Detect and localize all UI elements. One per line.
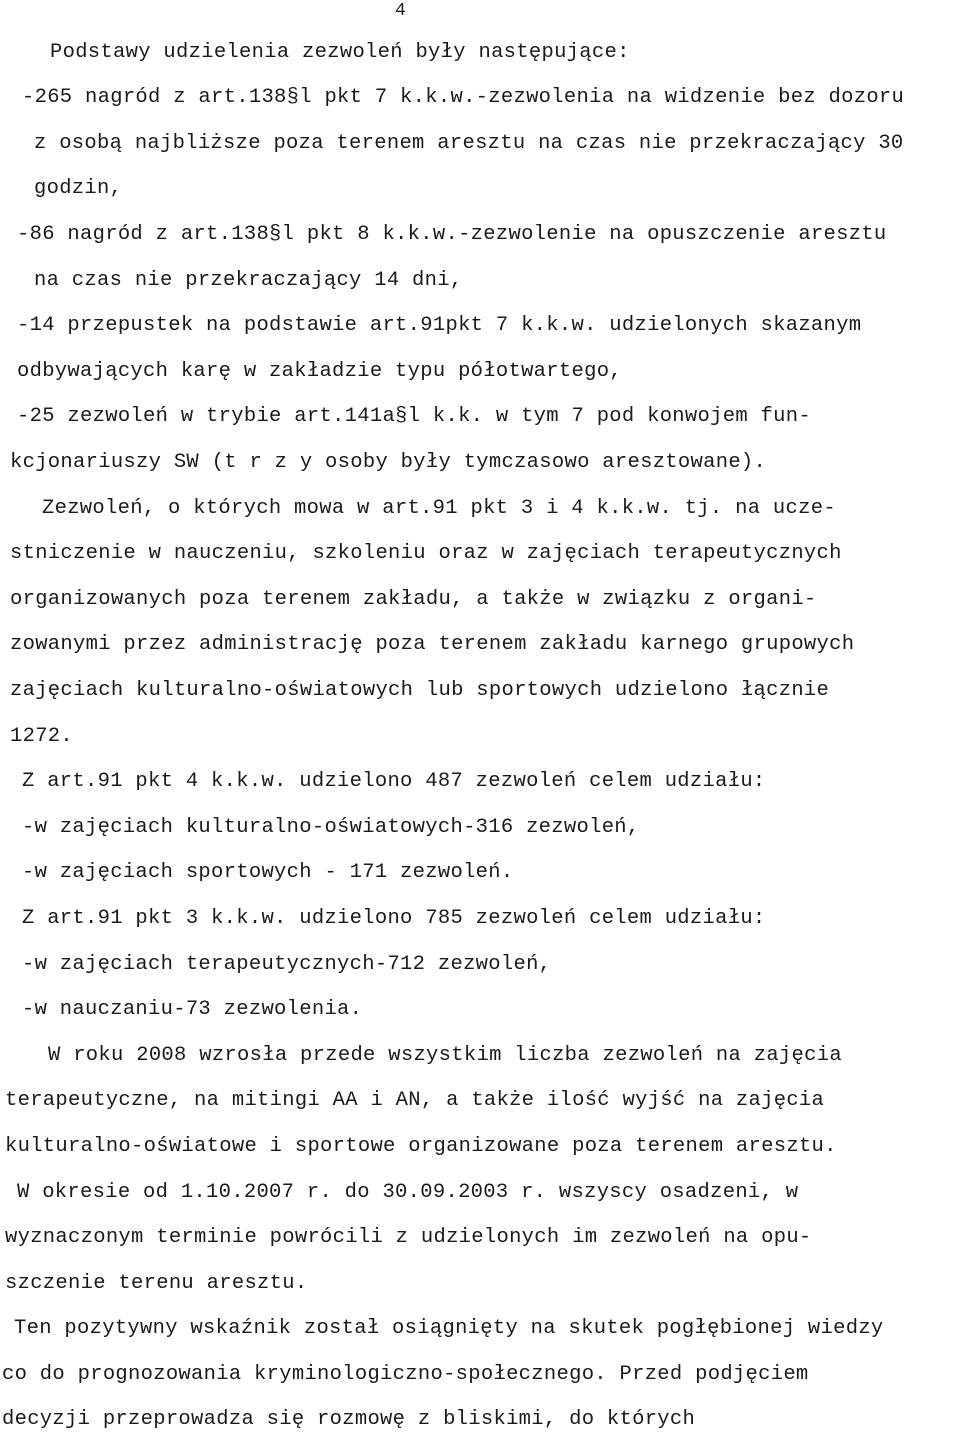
text-line: -w zajęciach terapeutycznych-712 zezwoleń, xyxy=(22,953,552,976)
text-line: wyznaczonym terminie powrócili z udzielonych im zezwoleń na opu- xyxy=(5,1226,812,1249)
text-line: -w nauczaniu-73 zezwolenia. xyxy=(22,998,363,1021)
text-line: z osobą najbliższe poza terenem aresztu na czas nie przekraczający 30 xyxy=(34,132,904,155)
text-line: W roku 2008 wzrosła przede wszystkim liczba zezwoleń na zajęcia xyxy=(48,1044,842,1067)
text-line: 1272. xyxy=(10,725,74,748)
text-line: W okresie od 1.10.2007 r. do 30.09.2003 r. wszyscy osadzeni, w xyxy=(17,1181,799,1204)
text-line: Podstawy udzielenia zezwoleń były następujące: xyxy=(50,41,630,64)
text-line: Z art.91 pkt 3 k.k.w. udzielono 785 zezwoleń celem udziału: xyxy=(22,907,766,930)
text-line: kulturalno-oświatowe i sportowe organizowane poza terenem aresztu. xyxy=(5,1135,837,1158)
text-line: zowanymi przez administrację poza terenem zakładu karnego grupowych xyxy=(10,633,855,656)
text-line: Ten pozytywny wskaźnik został osiągnięty na skutek pogłębionej wiedzy xyxy=(14,1317,884,1340)
text-line: Z art.91 pkt 4 k.k.w. udzielono 487 zezwoleń celem udziału: xyxy=(22,770,766,793)
text-line: -14 przepustek na podstawie art.91pkt 7 k.k.w. udzielonych skazanym xyxy=(17,314,862,337)
text-line: kcjonariuszy SW (t r z y osoby były tymczasowo aresztowane). xyxy=(10,451,767,474)
text-line: organizowanych poza terenem zakładu, a także w związku z organi- xyxy=(10,588,817,611)
page-number: 4 xyxy=(395,1,407,21)
text-line: stniczenie w nauczeniu, szkoleniu oraz w zajęciach terapeutycznych xyxy=(10,542,842,565)
text-line: odbywających karę w zakładzie typu półotwartego, xyxy=(17,360,622,383)
text-line: co do prognozowania kryminologiczno-społecznego. Przed podjęciem xyxy=(2,1363,809,1386)
text-line: szczenie terenu aresztu. xyxy=(5,1272,308,1295)
text-line: terapeutyczne, na mitingi AA i AN, a także ilość wyjść na zajęcia xyxy=(5,1089,825,1112)
text-line: decyzji przeprowadza się rozmowę z bliskimi, do których xyxy=(2,1408,696,1431)
text-line: na czas nie przekraczający 14 dni, xyxy=(34,269,463,292)
text-line: -25 zezwoleń w trybie art.141a§l k.k. w tym 7 pod konwojem fun- xyxy=(17,405,811,428)
text-line: -86 nagród z art.138§l pkt 8 k.k.w.-zezwolenie na opuszczenie aresztu xyxy=(17,223,887,246)
text-line: zajęciach kulturalno-oświatowych lub sportowych udzielono łącznie xyxy=(10,679,830,702)
text-line: -w zajęciach sportowych - 171 zezwoleń. xyxy=(22,861,514,884)
text-line: -265 nagród z art.138§l pkt 7 k.k.w.-zezwolenia na widzenie bez dozoru xyxy=(22,86,905,109)
text-line: Zezwoleń, o których mowa w art.91 pkt 3 i 4 k.k.w. tj. na ucze- xyxy=(42,497,836,520)
text-line: -w zajęciach kulturalno-oświatowych-316 zezwoleń, xyxy=(22,816,640,839)
text-line: godzin, xyxy=(34,177,123,200)
